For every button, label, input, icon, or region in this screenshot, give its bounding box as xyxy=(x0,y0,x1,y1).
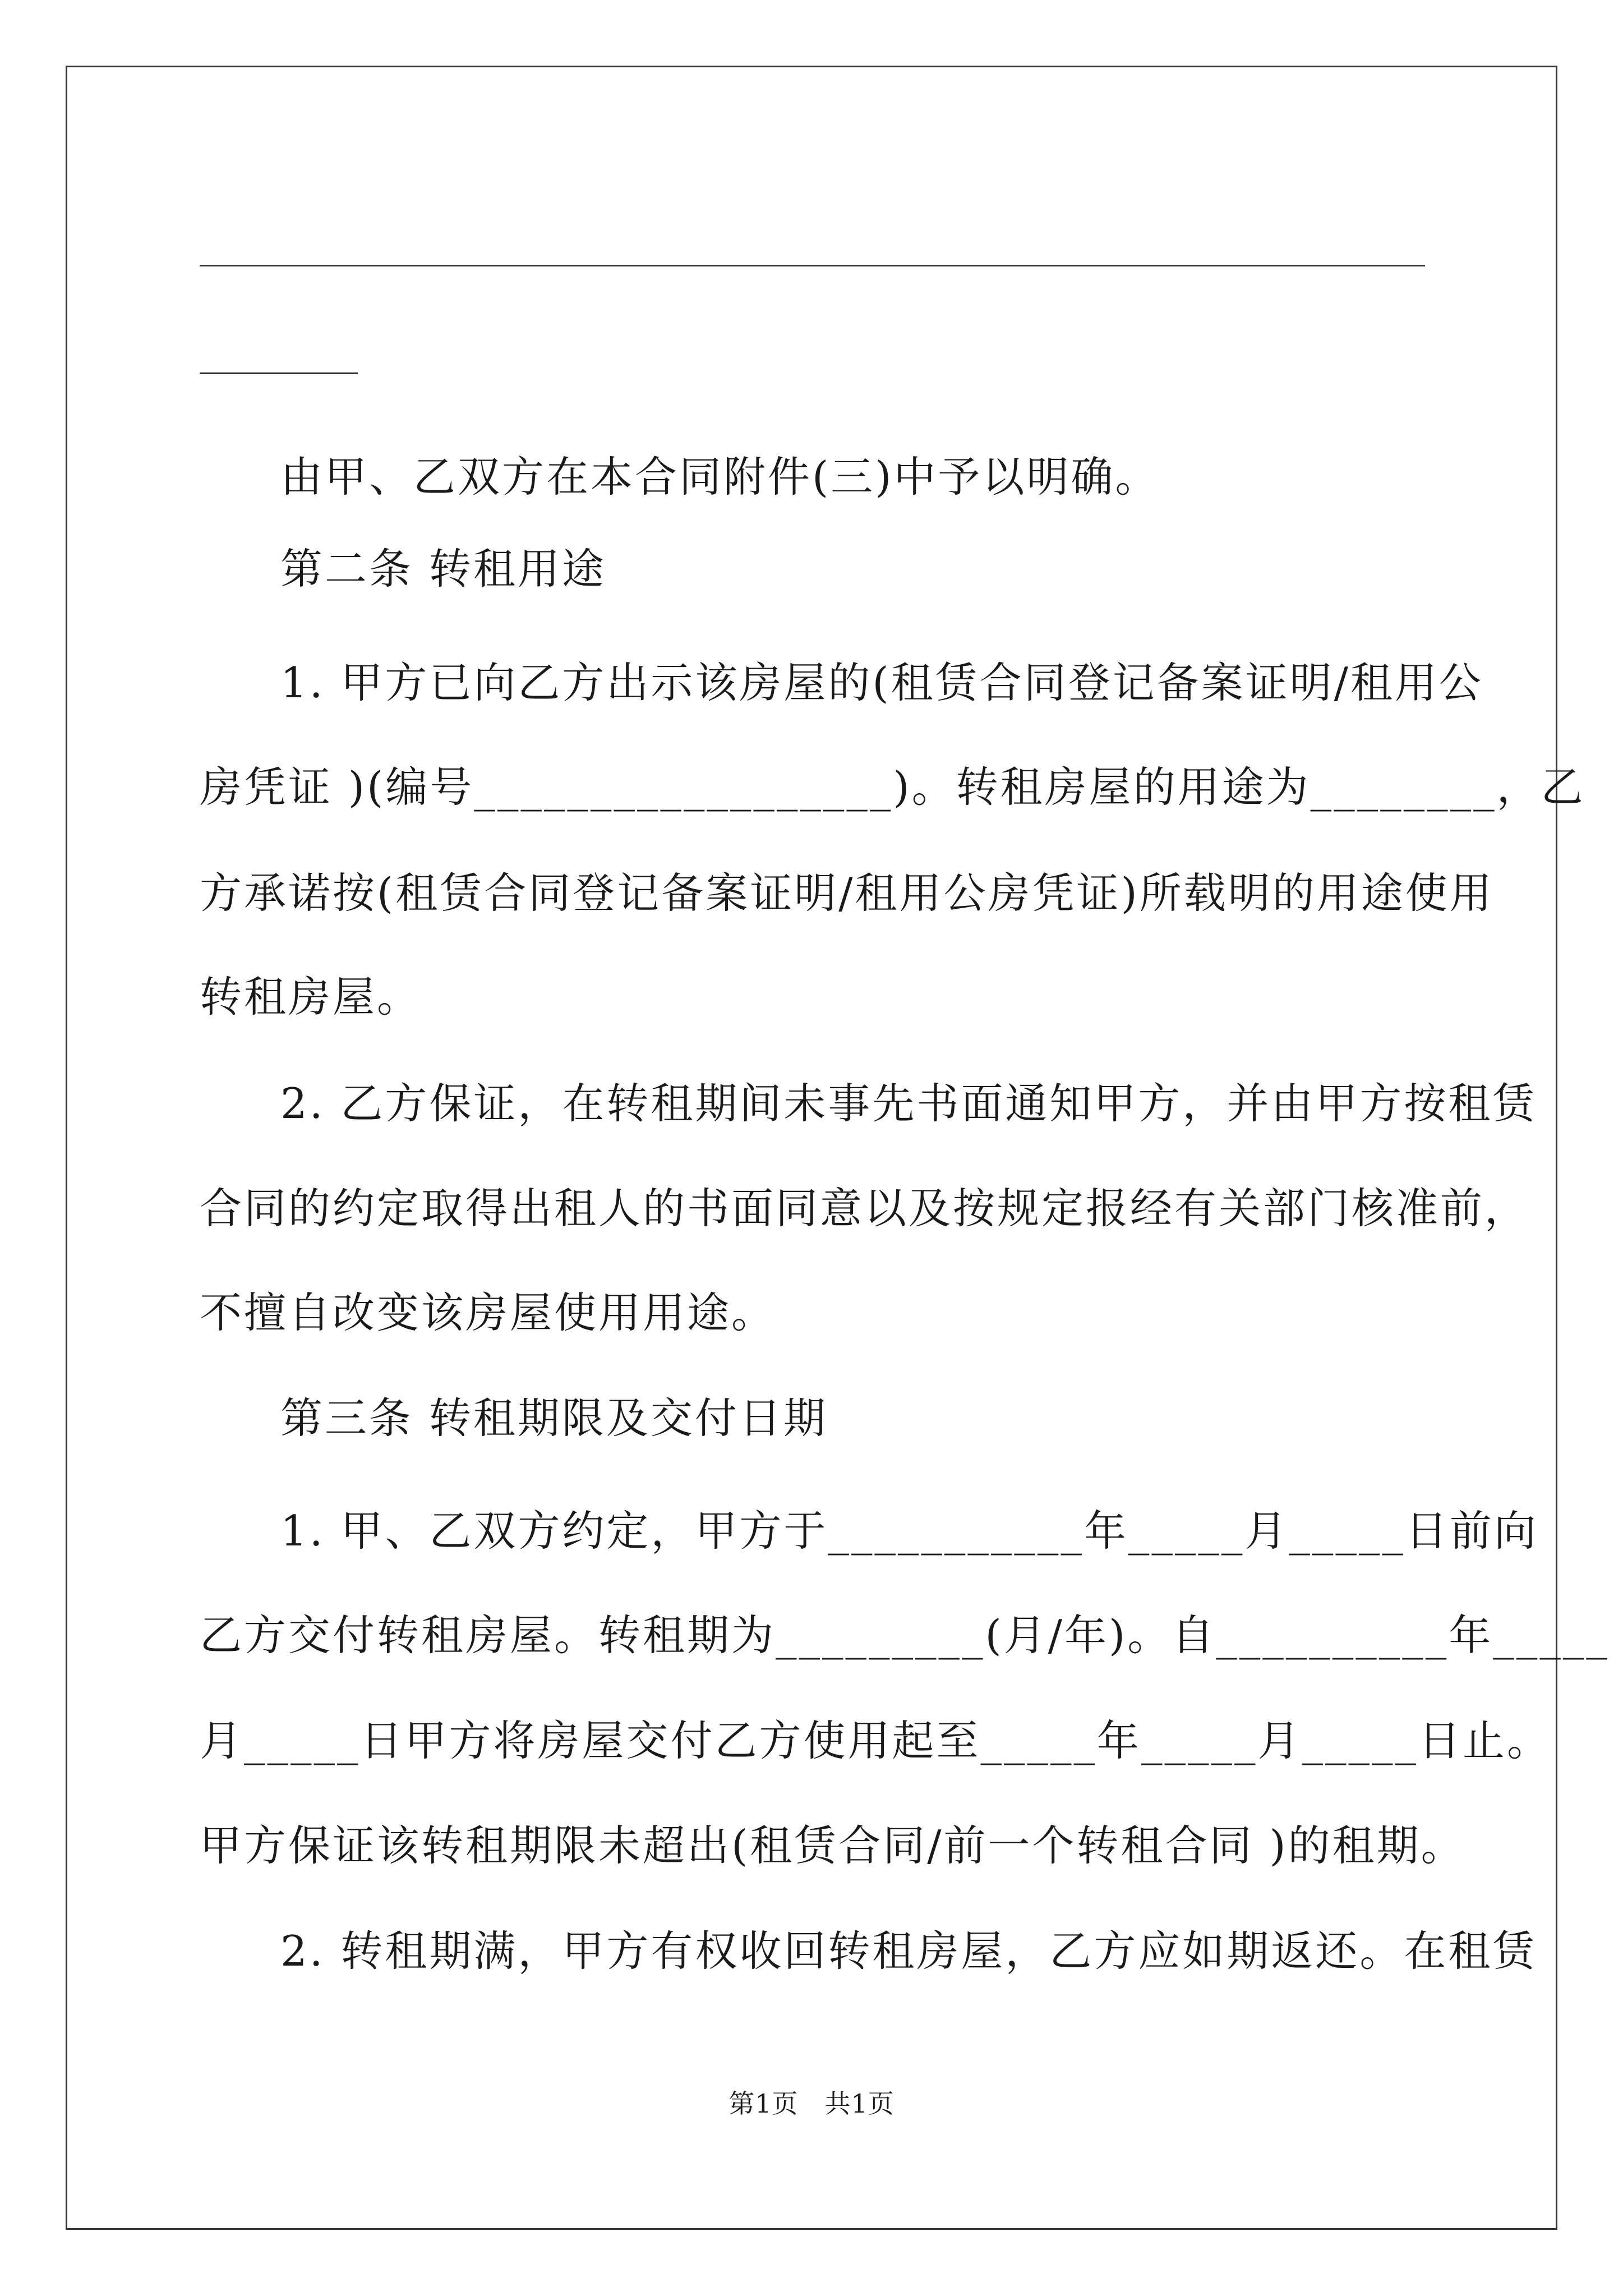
paragraph-line: 由甲、乙双方在本合同附件(三)中予以明确。 xyxy=(280,452,1160,501)
paragraph-line: 不擅自改变该房屋使用用途。 xyxy=(200,1288,776,1337)
page-number-footer: 第1页 共1页 xyxy=(728,2088,895,2119)
paragraph-line: 方承诺按(租赁合同登记备案证明/租用公房凭证)所载明的用途使用 xyxy=(200,868,1494,918)
paragraph-line: 2. 乙方保证，在转租期间未事先书面通知甲方，并由甲方按租赁 xyxy=(280,1079,1537,1128)
section-heading: 第三条 转租期限及交付日期 xyxy=(280,1393,828,1443)
blank-fill-line-short xyxy=(200,372,358,374)
paragraph-line: 甲方保证该转租期限未超出(租赁合同/前一个转租合同 )的租期。 xyxy=(200,1821,1465,1870)
paragraph-line: 房凭证 )(编号__________________)。转租房屋的用途为________，乙 xyxy=(200,762,1585,812)
paragraph-line: 1. 甲、乙双方约定，甲方于___________年_____月_____日前向 xyxy=(280,1506,1538,1556)
paragraph-line: 月_____日甲方将房屋交付乙方使用起至_____年_____月_____日止。 xyxy=(200,1716,1552,1765)
paragraph-line: 乙方交付转租房屋。转租期为_________(月/年)。自__________年_____ xyxy=(200,1611,1610,1660)
paragraph-line: 2. 转租期满，甲方有权收回转租房屋，乙方应如期返还。在租赁 xyxy=(280,1926,1537,1976)
paragraph-line: 1. 甲方已向乙方出示该房屋的(租赁合同登记备案证明/租用公 xyxy=(280,658,1483,707)
section-heading: 第二条 转租用途 xyxy=(280,544,606,593)
page-border xyxy=(66,66,1557,2230)
blank-fill-line xyxy=(200,265,1425,266)
paragraph-line: 合同的约定取得出租人的书面同意以及按规定报经有关部门核准前， xyxy=(200,1184,1529,1233)
paragraph-line: 转租房屋。 xyxy=(200,972,422,1022)
